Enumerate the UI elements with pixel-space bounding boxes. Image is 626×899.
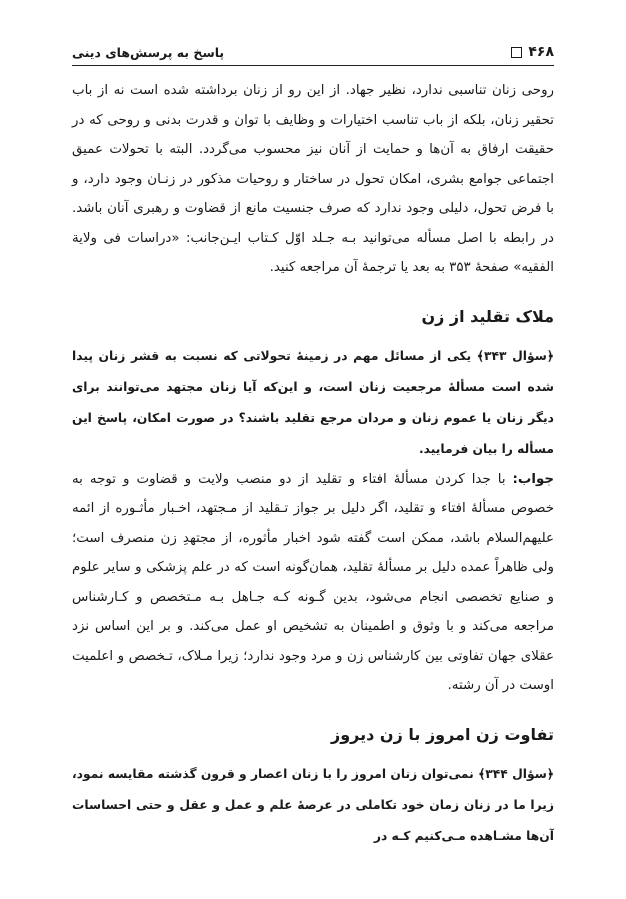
page-number: ۴۶۸	[528, 44, 554, 60]
section-heading-1: ملاک تقلید از زن	[421, 306, 554, 326]
page-number-block	[511, 44, 554, 60]
paragraph-continuation: روحی زنان تناسبی ندارد، نظیر جهاد. از این رو از زنان برداشته شده است نه از باب تحقیر زنان، بلکه از باب تناسب اختیارات و وظایف با توان و قدرت بدنی و روحی که در حقیقت ارفاق به آن‌ها و حمایت از آنان نیز محسوب می‌گردد. البته با تحولات عمیق اجتماعی جوامع بشری، امکان تحول در ساختار و روحیات مذکور در زنـان وجود دارد، و با فرض تحول، دلیلی وجود ندارد که صرف جنسیت مانع از قضاوت و رهبری آنان باشد. در رابطه با اصل مسأله می‌توانید بـه جـلد اوّل کـتاب ایـن‌جانب: «دراسات فی ولایة الفقیه» صفحهٔ ۳۵۳ به بعد یا ترجمهٔ آن مراجعه کنید.	[72, 83, 554, 275]
page-body	[72, 76, 554, 852]
answer-343	[72, 465, 554, 701]
section-heading-2: تفاوت زن امروز با زن دیروز	[331, 724, 554, 744]
answer-label: جواب:	[512, 471, 554, 487]
question-344: ﴿سؤال ۳۴۴﴾ نمی‌توان زنان امروز را با زنان اعصار و قرون گذشته مقایسه نمود، زیرا ما در زنان زمان خود تکاملی در عرصهٔ علم و عمل و عقل و حتی احساسات آن‌ها مشـاهده مـی‌کنیم کـه در	[72, 766, 554, 843]
page-header	[72, 30, 554, 60]
answer-text: با جدا کردن مسألهٔ افتاء و تقلید از دو منصب ولایت و قضاوت و توجه به خصوص مسألهٔ افتاء و تقلید، اگر دلیل بر جواز تـقلید از مـجتهد، اخـبار مأثـوره از ائمه علیهم‌السلام باشد، ممکن است گفته شود اخبار مأثوره، از مجتهدِ زن منصرف است؛ ولی ظاهراً عمده دلیل بر مسألهٔ تقلید، همان‌گونه است که در علم پزشکی و سایر علوم و صنایع تخصصی انجام می‌شود، بدین گـونه کـه جـاهل بـه مـتخصص و کـارشناس مراجعه می‌کند و با وثوق و اطمینان به تشخیص او عمل می‌کند. و بر این اساس نزد عقلای جهان تفاوتی بین کارشناس زن و مرد وجود ندارد؛ زیرا مـلاک، تـخصص و اعلمیت اوست در آن رشته.	[72, 471, 554, 693]
running-title: پاسخ به پرسش‌های دینی	[72, 45, 225, 60]
square-icon	[511, 47, 522, 58]
question-343: ﴿سؤال ۳۴۳﴾ یکی از مسائل مهم در زمینهٔ تحولاتی که نسبت به قشر زنان پیدا شده است مسألهٔ مرجعیت زنان است، و این‌که آیا زنان مجتهد می‌توانند برای دیگر زنان یا عموم زنان و مردان مرجع تقلید باشند؟ در صورت امکان، پاسخ این مسأله را بیان فرمایید.	[72, 348, 554, 456]
header-rule	[72, 65, 554, 66]
